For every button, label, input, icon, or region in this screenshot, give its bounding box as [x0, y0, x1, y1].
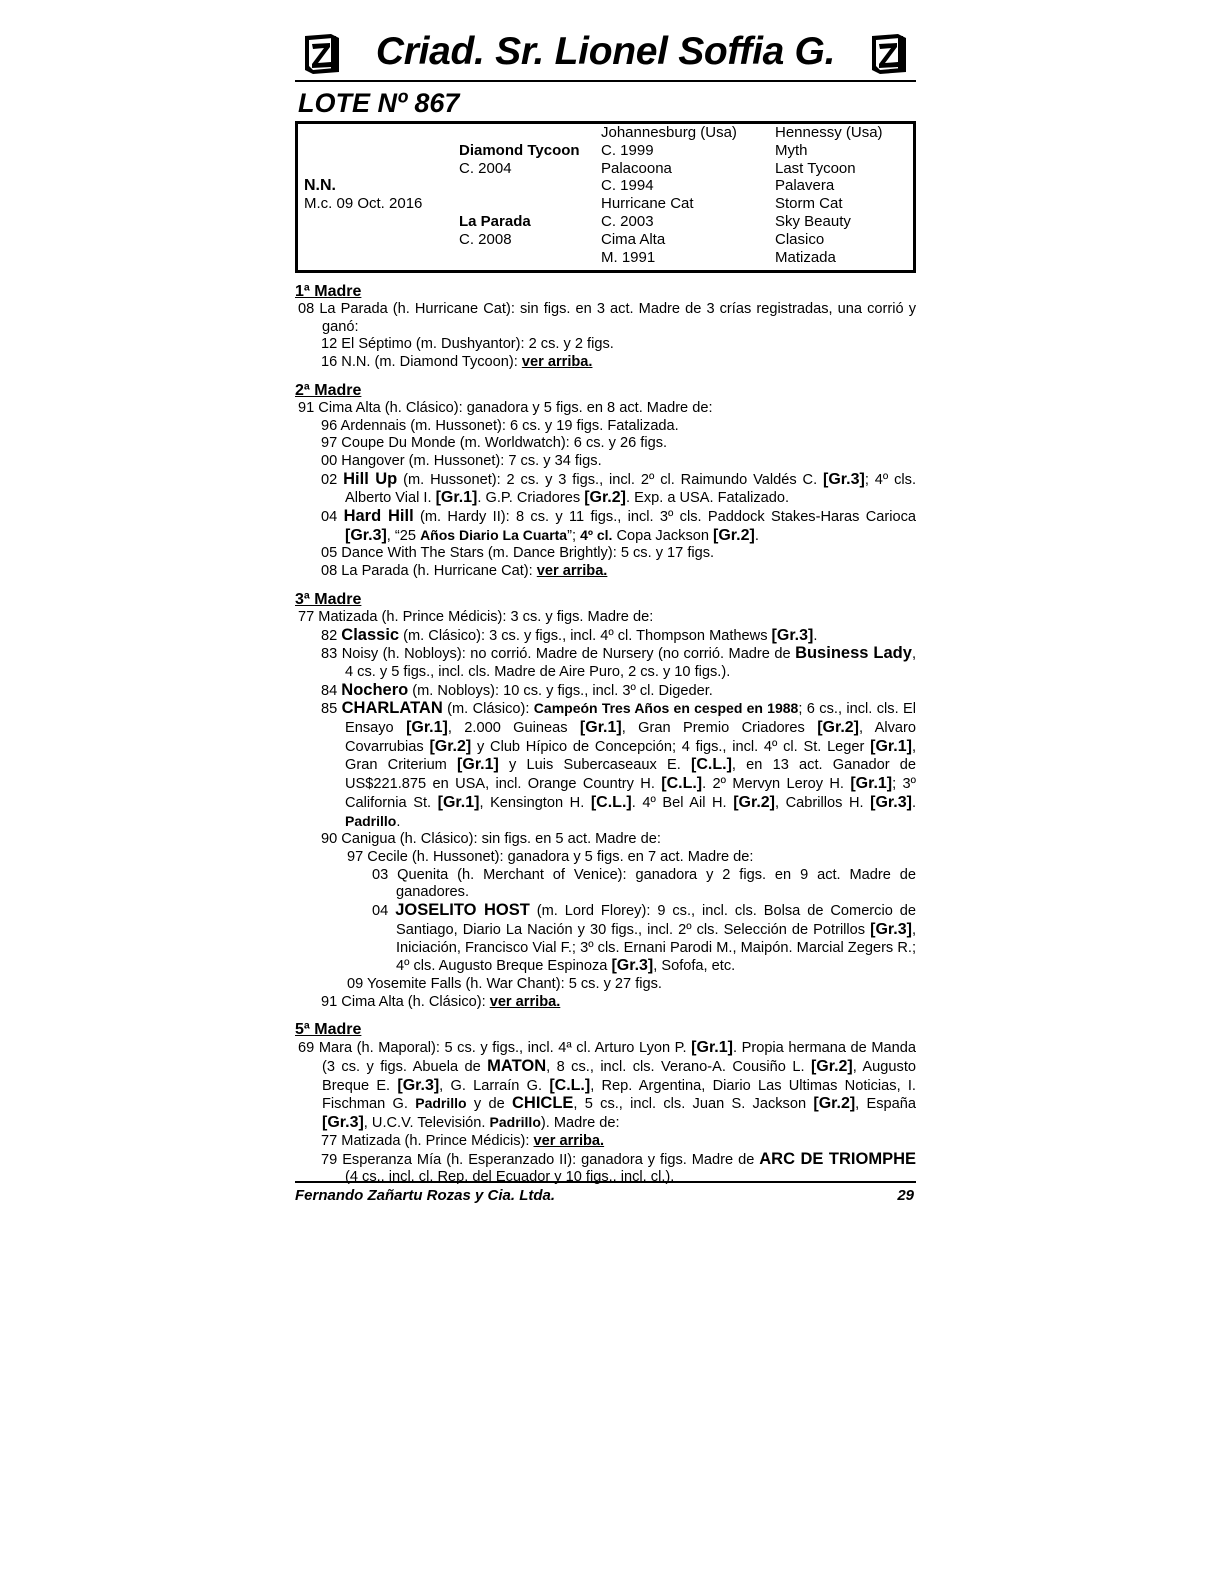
list-item: 69 Mara (h. Maporal): 5 cs. y figs., incl. 4ª cl. Arturo Lyon P. [Gr.1]. Propia hermana de Manda (3 cs. y figs. Abuela de MATON, 8 cs., incl. cls. Verano-A. Cousiño L. [Gr.2], Augusto Breque E. [Gr.3], G. Larraín G. [C.L.], Rep. Argentina, Diario Las Ultimas Noticias, I. Fischman G. Padrillo y de CHICLE, 5 cs., incl. cls. Juan S. Jackson [Gr.2], España [Gr.3], U.C.V. Televisión. Padrillo). Madre de:	[298, 1039, 917, 1132]
pedigree-cell: Storm Cat	[775, 195, 843, 213]
pedigree-cell: Clasico	[775, 230, 825, 248]
pedigree-cell	[459, 249, 580, 267]
list-item: 90 Canigua (h. Clásico): sin figs. en 5 act. Madre de:	[321, 831, 661, 848]
section-title: 1ª Madre	[295, 283, 362, 300]
section-1-madre	[295, 283, 916, 372]
sire-name: Diamond Tycoon	[459, 141, 580, 159]
pedigree-cell	[304, 142, 422, 160]
ver-arriba-ref: ver arriba.	[536, 563, 608, 580]
pedigree-cell: Sky Beauty	[775, 212, 851, 230]
list-item: 08 La Parada (h. Hurricane Cat): ver arriba.	[321, 563, 608, 580]
list-item: 04 Hard Hill (m. Hardy II): 8 cs. y 11 figs., incl. 3º cls. Paddock Stakes-Haras Carioca [Gr.3], “25 Años Diario La Cuarta”; 4º cl. Copa Jackson [Gr.2].	[321, 507, 916, 544]
pedigree-cell: C. 1999	[601, 141, 654, 159]
pedigree-cell: C. 2003	[601, 212, 654, 230]
list-item: 96 Ardennais (m. Hussonet): 6 cs. y 19 figs. Fatalizada.	[321, 417, 679, 434]
list-item: 91 Cima Alta (h. Clásico): ver arriba.	[321, 993, 561, 1010]
section-title: 5ª Madre	[295, 1021, 362, 1039]
pedigree-cell: C. 1994	[601, 177, 654, 195]
ver-arriba-ref: ver arriba.	[533, 1132, 605, 1149]
list-item: 77 Matizada (h. Prince Médicis): ver arriba.	[321, 1132, 605, 1149]
list-item: 12 El Séptimo (m. Dushyantor): 2 cs. y 2 figs.	[321, 336, 614, 353]
list-item: 85 CHARLATAN (m. Clásico): Campeón Tres Años en cesped en 1988; 6 cs., incl. cls. El Ensayo [Gr.1], 2.000 Guineas [Gr.1], Gran Premio Criadores [Gr.2], Alvaro Covarrubias [Gr.2] y Club Hípico de Concepción; 4 figs., incl. 4º cl. St. Leger [Gr.1], Gran Criterium [Gr.1] y Luis Subercaseaux E. [C.L.], en 13 act. Ganador de US$221.875 en USA, incl. Orange Country H. [C.L.]. 2º Mervyn Leroy H. [Gr.1]; 3º California St. [Gr.1], Kensington H. [C.L.]. 4º Bel Ail H. [Gr.2], Cabrillos H. [Gr.3]. Padrillo.	[321, 699, 917, 830]
dam-name: La Parada	[459, 212, 531, 230]
lot-number: LOTE Nº 867	[298, 88, 460, 118]
list-item: 84 Nochero (m. Nobloys): 10 cs. y figs., incl. 3º cl. Digeder.	[321, 680, 713, 699]
list-item: 16 N.N. (m. Diamond Tycoon): ver arriba.	[321, 354, 593, 371]
pedigree-cell	[304, 160, 422, 178]
pedigree-column-3	[601, 124, 737, 266]
list-item: 02 Hill Up (m. Hussonet): 2 cs. y 3 figs., incl. 2º cl. Raimundo Valdés C. [Gr.3]; 4º cls. Alberto Vial I. [Gr.1]. G.P. Criadores [Gr.2]. Exp. a USA. Fatalizado.	[321, 469, 917, 507]
ver-arriba-ref: ver arriba.	[521, 354, 593, 371]
pedigree-cell	[459, 177, 580, 195]
section-2-madre	[295, 382, 916, 581]
pedigree-cell: Hurricane Cat	[601, 195, 694, 213]
pedigree-cell: Matizada	[775, 248, 836, 266]
pedigree-cell	[304, 231, 422, 249]
pedigree-cell	[459, 195, 580, 213]
list-item: 97 Coupe Du Monde (m. Worldwatch): 6 cs. y 26 figs.	[321, 435, 668, 452]
list-item: 08 La Parada (h. Hurricane Cat): sin figs. en 3 act. Madre de 3 crías registradas, una corrió y ganó:	[298, 301, 916, 335]
pedigree-column-1	[304, 124, 422, 266]
pedigree-cell	[304, 213, 422, 231]
list-item: 82 Classic (m. Clásico): 3 cs. y figs., incl. 4º cl. Thompson Mathews [Gr.3].	[321, 625, 818, 644]
section-3-madre	[295, 591, 916, 1011]
list-item: 79 Esperanza Mía (h. Esperanzado II): ganadora y figs. Madre de ARC DE TRIOMPHE (4 cs., incl. cl. Rep. del Ecuador y 10 figs., incl. cl.).	[321, 1149, 916, 1186]
sire-birth: C. 2004	[459, 159, 512, 177]
z-logo-icon	[868, 32, 910, 76]
dam-birth: C. 2008	[459, 230, 512, 248]
pedigree-cell	[304, 124, 422, 142]
list-item: 83 Noisy (h. Nobloys): no corrió. Madre de Nursery (no corrió. Madre de Business Lady, 4 cs. y 5 figs., incl. cls. Madre de Aire Puro, 2 cs. y 10 figs.).	[321, 644, 916, 680]
list-item: 05 Dance With The Stars (m. Dance Brightly): 5 cs. y 17 figs.	[321, 545, 715, 562]
pedigree-cell: Palavera	[775, 177, 835, 195]
list-item: 00 Hangover (m. Hussonet): 7 cs. y 34 figs.	[321, 452, 602, 469]
pedigree-cell: Myth	[775, 141, 808, 159]
page-footer	[295, 1181, 916, 1204]
section-5-madre	[295, 1021, 916, 1187]
pedigree-cell: Cima Alta	[601, 230, 666, 248]
pedigree-column-4	[775, 124, 883, 266]
list-item: 03 Quenita (h. Merchant of Venice): ganadora y 2 figs. en 9 act. Madre de ganadores.	[372, 866, 916, 901]
page-number: 29	[897, 1187, 914, 1204]
page-header	[295, 28, 916, 82]
page-title: Criad. Sr. Lionel Soffia G.	[375, 30, 836, 73]
pedigree-cell: Palacoona	[601, 159, 672, 177]
pedigree-cell: Johannesburg (Usa)	[601, 124, 737, 141]
catalog-page	[295, 28, 916, 1187]
horse-name: N.N.	[304, 177, 336, 195]
pedigree-cell: Last Tycoon	[775, 159, 856, 177]
z-logo-icon	[301, 32, 343, 76]
section-title: 3ª Madre	[295, 590, 362, 608]
footer-company: Fernando Zañartu Rozas y Cia. Ltda.	[295, 1187, 556, 1204]
pedigree-cell	[459, 124, 580, 142]
list-item: 97 Cecile (h. Hussonet): ganadora y 5 figs. en 7 act. Madre de:	[347, 848, 754, 865]
list-item: 77 Matizada (h. Prince Médicis): 3 cs. y figs. Madre de:	[298, 608, 654, 625]
pedigree-column-2	[459, 124, 580, 266]
horse-birth: M.c. 09 Oct. 2016	[304, 195, 423, 213]
list-item: 91 Cima Alta (h. Clásico): ganadora y 5 figs. en 8 act. Madre de:	[298, 399, 713, 416]
pedigree-cell: Hennessy (Usa)	[775, 124, 883, 141]
pedigree-table	[295, 121, 916, 273]
list-item: 04 JOSELITO HOST (m. Lord Florey): 9 cs., incl. cls. Bolsa de Comercio de Santiago, Diario La Nación y 30 figs., incl. 2º cls. Selección de Potrillos [Gr.3], Iniciación, Francisco Vial F.; 3º cls. Ernani Parodi M., Maipón. Marcial Zegers R.; 4º cls. Augusto Breque Espinoza [Gr.3], Sofofa, etc.	[372, 901, 916, 975]
ver-arriba-ref: ver arriba.	[489, 993, 561, 1010]
pedigree-cell: M. 1991	[601, 248, 656, 266]
pedigree-cell	[304, 249, 422, 267]
list-item: 09 Yosemite Falls (h. War Chant): 5 cs. y 27 figs.	[347, 975, 662, 992]
section-title: 2ª Madre	[295, 381, 362, 399]
